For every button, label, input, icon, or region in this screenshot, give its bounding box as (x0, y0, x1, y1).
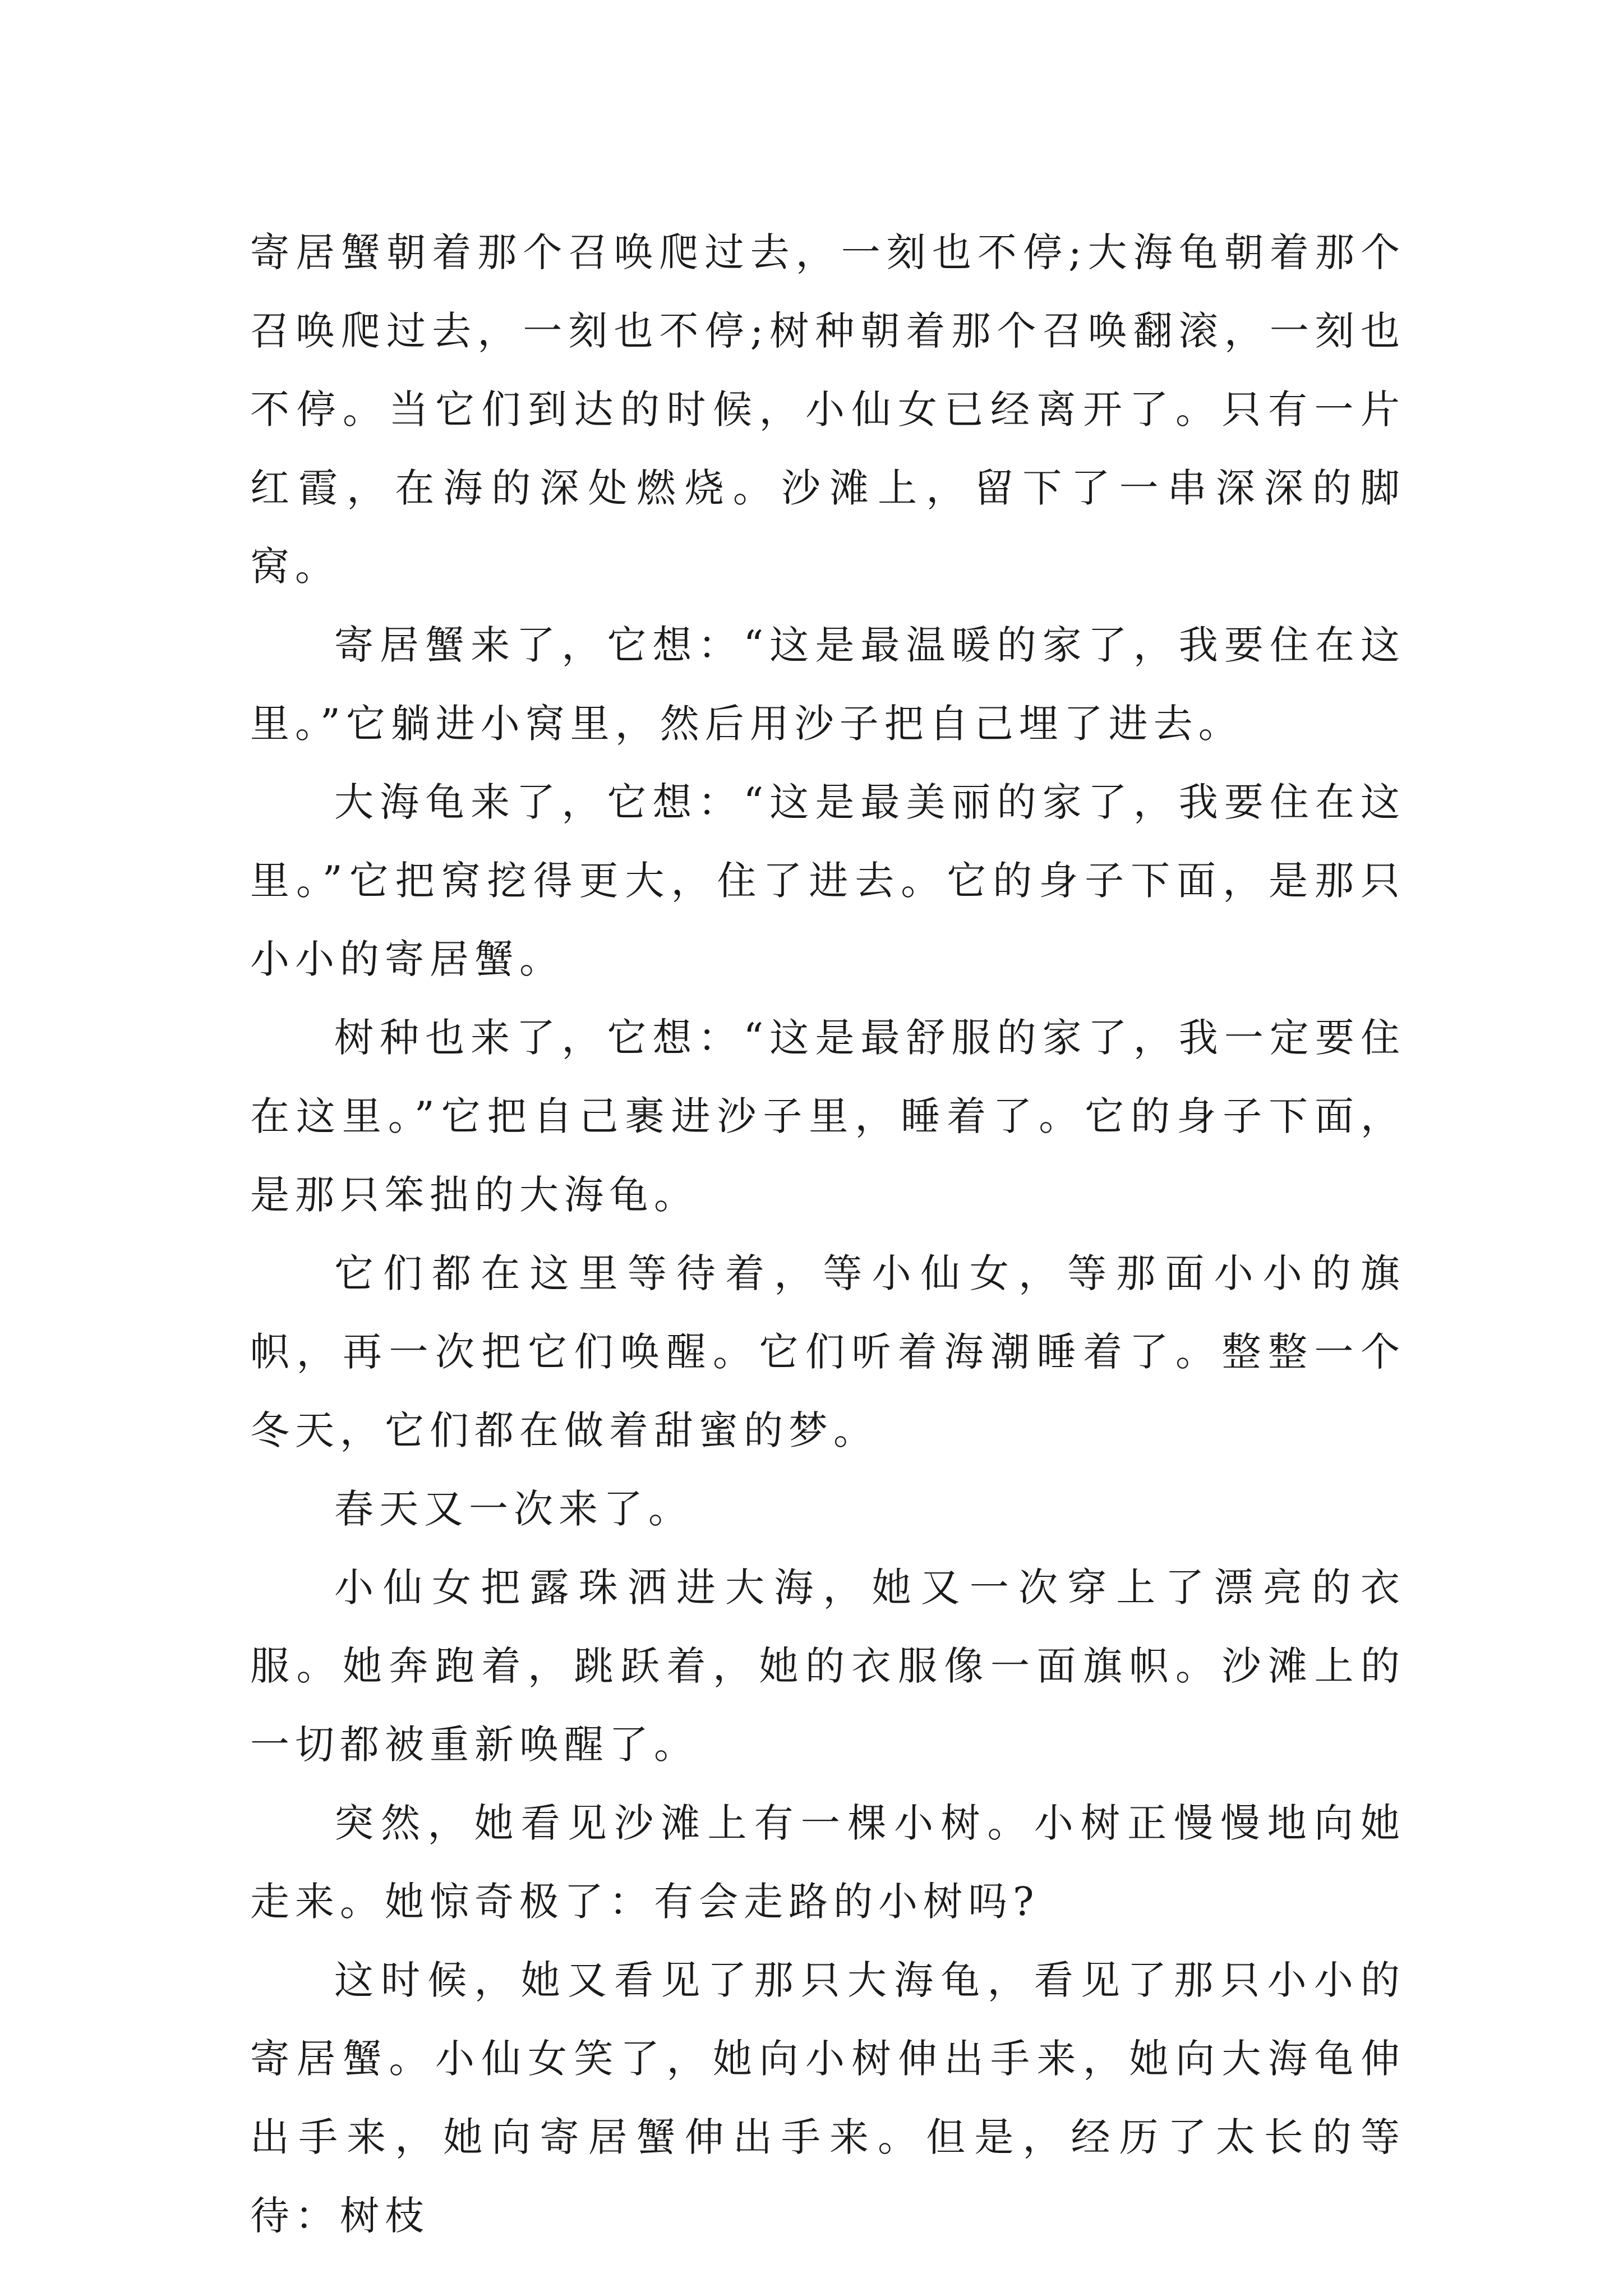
paragraph: 树种也来了，它想：“这是最舒服的家了，我一定要住在这里。”它把自己裹进沙子里，睡着了。它的身子下面，是那只笨拙的大海龟。 (250, 1015, 1405, 1218)
paragraph: 它们都在这里等待着，等小仙女，等那面小小的旗帜，再一次把它们唤醒。它们听着海潮睡着了。整整一个冬天，它们都在做着甜蜜的梦。 (250, 1250, 1405, 1453)
paragraph: 寄居蟹来了，它想：“这是最温暖的家了，我要住在这里。”它躺进小窝里，然后用沙子把自己埋了进去。 (250, 622, 1405, 747)
paragraph: 小仙女把露珠洒进大海，她又一次穿上了漂亮的衣服。她奔跑着，跳跃着，她的衣服像一面旗帜。沙滩上的一切都被重新唤醒了。 (250, 1565, 1405, 1768)
paragraph: 这时候，她又看见了那只大海龟，看见了那只小小的寄居蟹。小仙女笑了，她向小树伸出手来，她向大海龟伸出手来，她向寄居蟹伸出手来。但是，经历了太长的等待：树枝 (250, 1957, 1405, 2239)
paragraph-continuation: 寄居蟹朝着那个召唤爬过去，一刻也不停;大海龟朝着那个召唤爬过去，一刻也不停;树种朝着那个召唤翻滚，一刻也不停。当它们到达的时候，小仙女已经离开了。只有一片红霞，在海的深处燃烧。沙滩上，留下了一串深深的脚窝。 (250, 229, 1405, 590)
paragraph: 大海龟来了，它想：“这是最美丽的家了，我要住在这里。”它把窝挖得更大，住了进去。它的身子下面，是那只小小的寄居蟹。 (250, 779, 1405, 982)
body-text (250, 213, 1405, 2255)
paragraph: 突然，她看见沙滩上有一棵小树。小树正慢慢地向她走来。她惊奇极了：有会走路的小树吗? (250, 1800, 1405, 1925)
paragraph: 春天又一次来了。 (334, 1486, 693, 1532)
